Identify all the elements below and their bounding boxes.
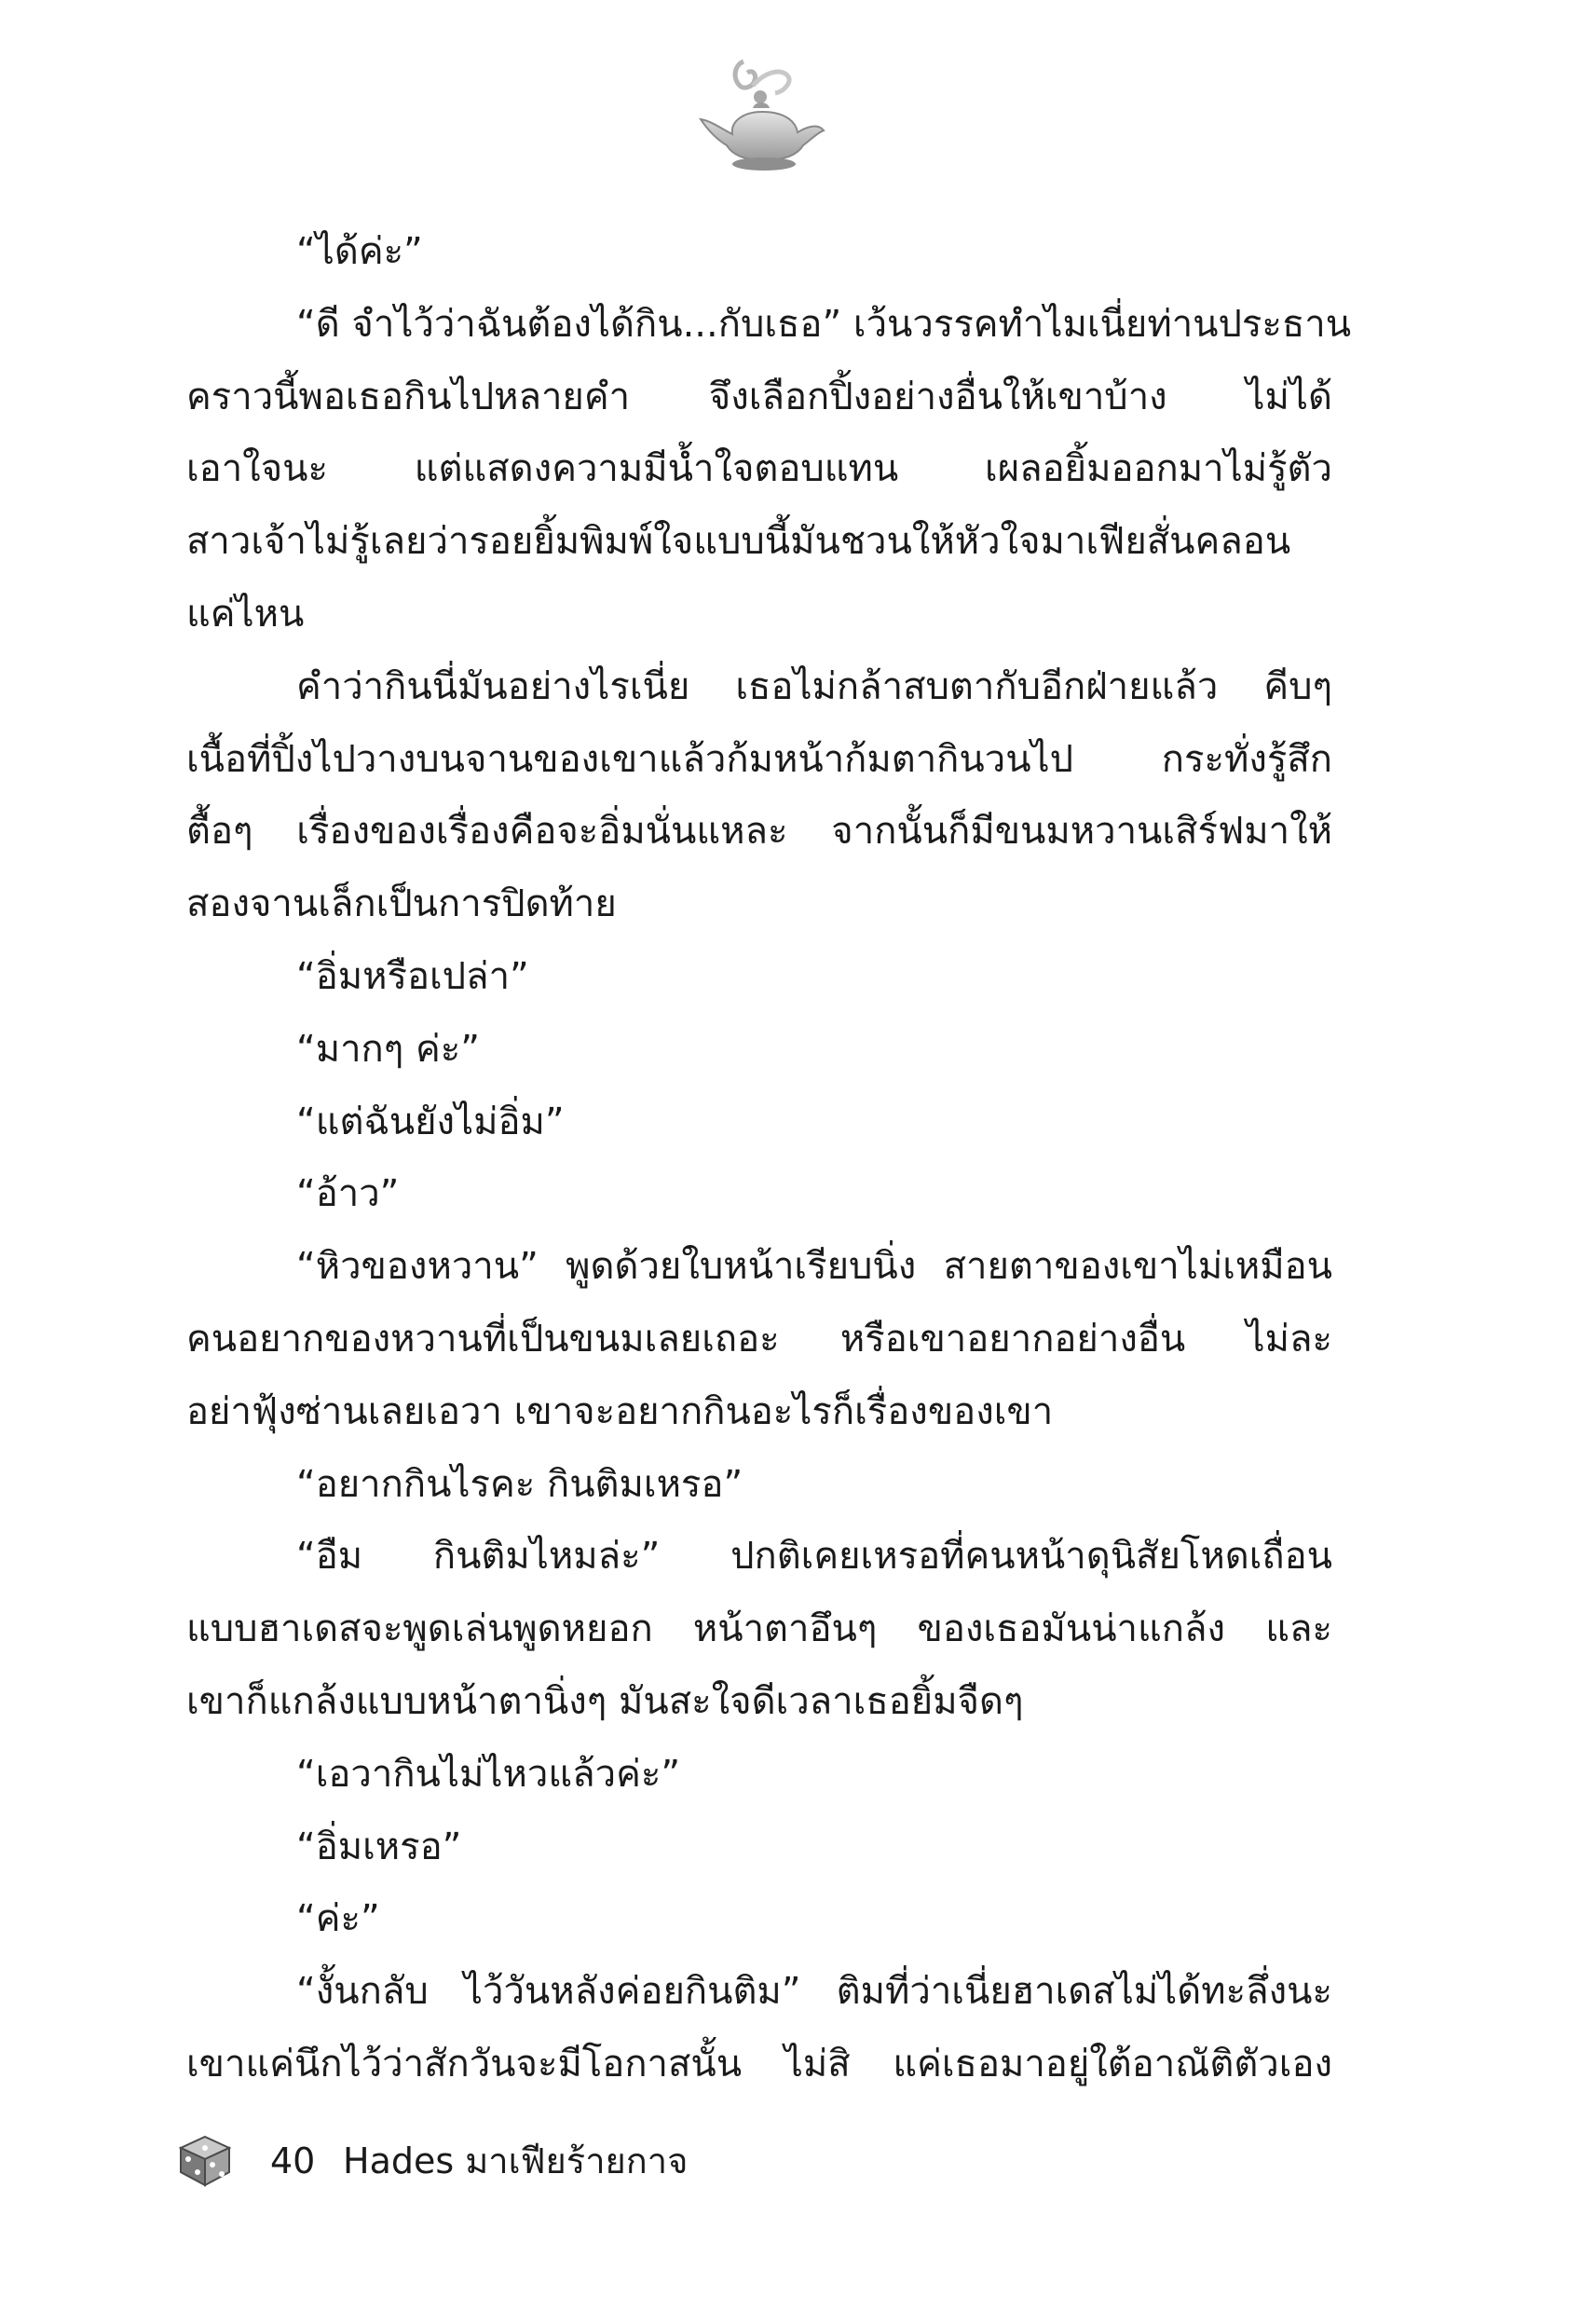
book-title: Hades มาเฟียร้ายกาจ xyxy=(343,2140,689,2181)
text-line: “เอวากินไม่ไหวแล้วค่ะ” xyxy=(296,1753,681,1796)
text-line: “แต่ฉันยังไม่อิ่ม” xyxy=(296,1101,565,1143)
text-line: เขาก็แกล้งแบบหน้าตานิ่งๆ มันสะใจดีเวลาเธอยิ้มจืดๆ xyxy=(186,1680,1024,1723)
dice-icon xyxy=(177,2133,233,2189)
text-line: “งั้นกลับ ไว้วันหลังค่อยกินติม” ติมที่ว่าเนี่ยฮาเดสไม่ได้ทะลึ่งนะ xyxy=(296,1970,1332,2013)
text-line: สาวเจ้าไม่รู้เลยว่ารอยยิ้มพิมพ์ใจแบบนี้มันชวนให้หัวใจมาเฟียสั่นคลอน xyxy=(186,520,1291,563)
text-line: แค่ไหน xyxy=(186,593,305,636)
text-line: “อิ่มเหรอ” xyxy=(296,1826,462,1868)
text-line: “ได้ค่ะ” xyxy=(296,230,423,273)
text-line: “อิ่มหรือเปล่า” xyxy=(296,955,529,998)
text-line: สองจานเล็กเป็นการปิดท้าย xyxy=(186,882,617,925)
text-line: “ดี จำไว้ว่าฉันต้องได้กิน...กับเธอ” เว้นวรรคทำไมเนี่ยท่านประธาน xyxy=(296,303,1352,346)
text-line: อย่าฟุ้งซ่านเลยเอวา เขาจะอยากกินอะไรก็เรื่องของเขา xyxy=(186,1390,1054,1433)
text-line: เนื้อที่ปิ้งไปวางบนจานของเขาแล้วก้มหน้าก้มตากินวนไป กระทั่งรู้สึก xyxy=(186,738,1332,781)
text-line: แบบฮาเดสจะพูดเล่นพูดหยอก หน้าตาอึนๆ ของเธอมันน่าแกล้ง และ xyxy=(186,1607,1332,1650)
text-line: “หิวของหวาน” พูดด้วยใบหน้าเรียบนิ่ง สายตาของเขาไม่เหมือน xyxy=(296,1245,1332,1288)
page-number: 40 xyxy=(270,2140,316,2181)
text-line: “มากๆ ค่ะ” xyxy=(296,1028,480,1071)
text-line: เขาแค่นึกไว้ว่าสักวันจะมีโอกาสนั้น ไม่สิ แค่เธอมาอยู่ใต้อาณัติตัวเอง xyxy=(186,2043,1332,2085)
text-line: “อ้าว” xyxy=(296,1172,400,1215)
text-line: “ค่ะ” xyxy=(296,1897,380,1940)
text-line: “อยากกินไรคะ กินติมเหรอ” xyxy=(296,1463,743,1506)
text-line: ตื้อๆ เรื่องของเรื่องคือจะอิ่มนั่นแหละ จากนั้นก็มีขนมหวานเสิร์ฟมาให้ xyxy=(186,810,1332,853)
text-line: คนอยากของหวานที่เป็นขนมเลยเถอะ หรือเขาอยากอย่างอื่น ไม่ละ xyxy=(186,1318,1332,1361)
text-line: คราวนี้พอเธอกินไปหลายคำ จึงเลือกปิ้งอย่างอื่นให้เขาบ้าง ไม่ได้ xyxy=(186,376,1332,418)
text-line: คำว่ากินนี่มันอย่างไรเนี่ย เธอไม่กล้าสบตากับอีกฝ่ายแล้ว คีบๆ xyxy=(296,665,1332,708)
text-line: “อืม กินติมไหมล่ะ” ปกติเคยเหรอที่คนหน้าดุนิสัยโหดเถื่อน xyxy=(296,1535,1332,1578)
text-line: เอาใจนะ แต่แสดงความมีน้ำใจตอบแทน เผลอยิ้มออกมาไม่รู้ตัว xyxy=(186,447,1332,490)
